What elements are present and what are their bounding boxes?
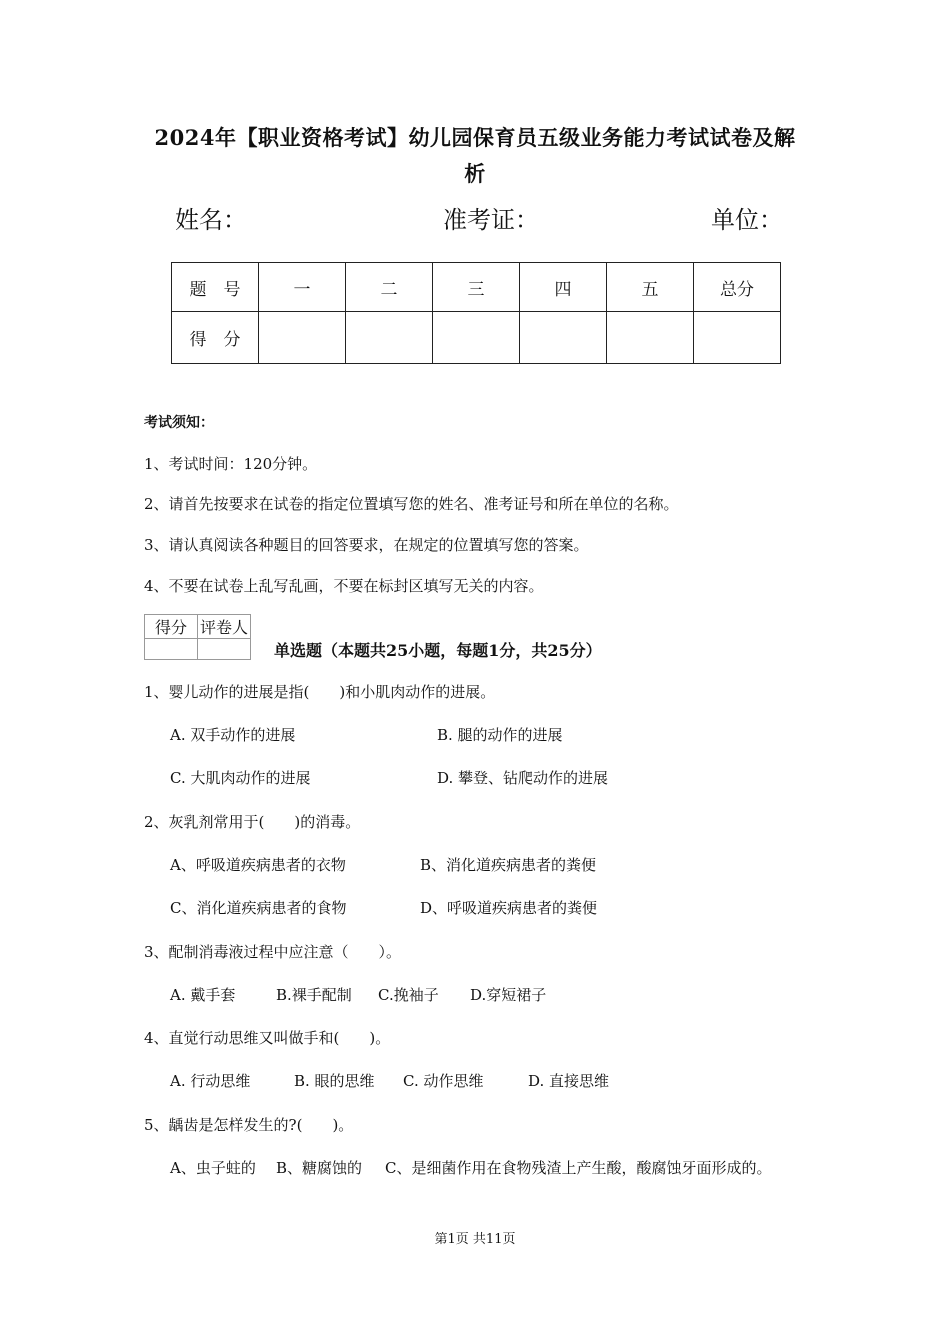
score-cell-header: 一 <box>259 263 346 312</box>
question-option: C、消化道疾病患者的食物 <box>170 899 347 917</box>
question-option: D. 攀登、钻爬动作的进展 <box>437 769 609 787</box>
score-table-header-row <box>172 263 781 312</box>
notice-title: 考试须知： <box>144 415 214 431</box>
question-option: B. 眼的思维 <box>294 1072 375 1090</box>
question-option: B、消化道疾病患者的粪便 <box>420 856 597 874</box>
score-cell-header: 四 <box>520 263 607 312</box>
page-footer: 第1页 共11页 <box>434 1232 516 1247</box>
question-stem: 4、直觉行动思维又叫做手和( )。 <box>144 1029 391 1047</box>
question-option: B. 腿的动作的进展 <box>437 726 563 744</box>
notice-item: 1、考试时间：120分钟。 <box>144 455 318 473</box>
score-cell-header: 总分 <box>694 263 781 312</box>
name-label: 姓名： <box>175 206 247 234</box>
score-cell-blank <box>433 312 520 364</box>
grader-score-label: 得分 <box>145 615 198 639</box>
section-title: 单选题（本题共25小题，每题1分，共25分） <box>274 641 602 660</box>
question-option: D.穿短裙子 <box>470 986 547 1004</box>
question-option: B、糖腐蚀的 <box>276 1159 363 1177</box>
document-title <box>130 120 820 192</box>
unit-label: 单位： <box>711 206 783 234</box>
score-cell-header: 五 <box>607 263 694 312</box>
title-line-2: 析 <box>464 161 486 186</box>
score-cell-header: 题 号 <box>172 263 259 312</box>
score-cell-header: 三 <box>433 263 520 312</box>
grader-score-blank <box>145 639 198 660</box>
question-stem: 3、配制消毒液过程中应注意（ ）。 <box>144 943 402 961</box>
question-option: B.裸手配制 <box>276 986 352 1004</box>
question-stem: 1、婴儿动作的进展是指( )和小肌肉动作的进展。 <box>144 683 496 701</box>
question-option: D. 直接思维 <box>528 1072 610 1090</box>
grader-reviewer-blank <box>198 639 251 660</box>
notice-item: 2、请首先按要求在试卷的指定位置填写您的姓名、准考证号和所在单位的名称。 <box>144 495 679 513</box>
score-cell-header: 二 <box>346 263 433 312</box>
grader-reviewer-label: 评卷人 <box>198 615 251 639</box>
question-option: C. 动作思维 <box>403 1072 484 1090</box>
question-stem: 5、龋齿是怎样发生的?( )。 <box>144 1116 354 1134</box>
question-option: D、呼吸道疾病患者的粪便 <box>420 899 598 917</box>
score-table <box>171 262 781 364</box>
score-cell-blank <box>520 312 607 364</box>
question-option: A. 双手动作的进展 <box>170 726 296 744</box>
question-option: C.挽袖子 <box>378 986 439 1004</box>
score-cell-blank <box>607 312 694 364</box>
question-option: C. 大肌肉动作的进展 <box>170 769 311 787</box>
candidate-fields <box>0 200 950 240</box>
question-option: A. 行动思维 <box>170 1072 251 1090</box>
notice-item: 3、请认真阅读各种题目的回答要求，在规定的位置填写您的答案。 <box>144 536 589 554</box>
title-line-1: 2024年【职业资格考试】幼儿园保育员五级业务能力考试试卷及解 <box>154 125 796 150</box>
score-cell-blank <box>346 312 433 364</box>
score-cell-blank <box>694 312 781 364</box>
grader-box <box>144 614 251 660</box>
question-option: A、呼吸道疾病患者的衣物 <box>170 856 346 874</box>
score-cell-blank <box>259 312 346 364</box>
score-table-score-row <box>172 312 781 364</box>
question-option: A、虫子蛀的 <box>170 1159 256 1177</box>
question-option: C、是细菌作用在食物残渣上产生酸，酸腐蚀牙面形成的。 <box>385 1159 772 1177</box>
notice-item: 4、不要在试卷上乱写乱画，不要在标封区填写无关的内容。 <box>144 577 544 595</box>
question-option: A. 戴手套 <box>170 986 236 1004</box>
score-row-label: 得 分 <box>172 312 259 364</box>
exam-id-label: 准考证： <box>443 206 539 234</box>
question-stem: 2、灰乳剂常用于( )的消毒。 <box>144 813 361 831</box>
